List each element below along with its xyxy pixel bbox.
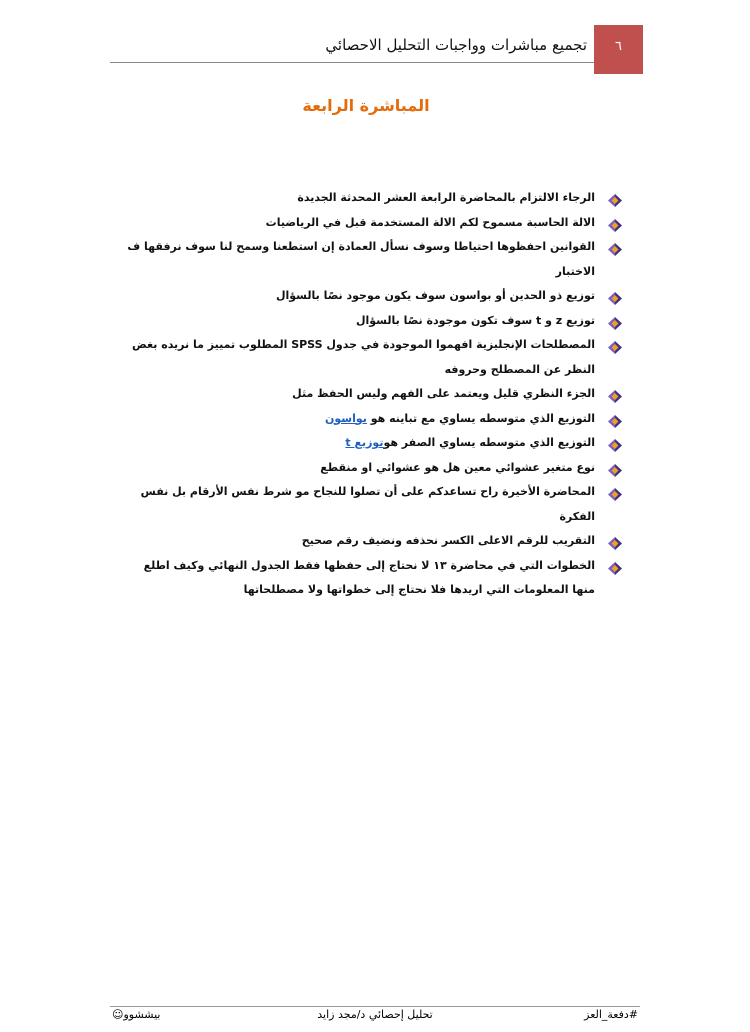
bullet-item [122, 529, 622, 554]
bullet-item [122, 211, 622, 236]
footer-divider [110, 1006, 640, 1007]
bullet-icon [608, 486, 622, 499]
bullet-item [122, 456, 622, 481]
bullet-item [122, 480, 622, 529]
bullet-item [122, 333, 622, 382]
bullet-text: توزيع z و t سوف تكون موجودة نصًا بالسؤال [355, 313, 595, 327]
bullet-icon [608, 437, 622, 450]
bullet-text: التقريب للرقم الاعلى الكسر نحذفه ونضيف رقم صحيح [301, 534, 595, 547]
bullet-text: الجزء النظري قليل ويعتمد على الفهم وليس الحفظ مثل [292, 387, 595, 400]
page-number: ٦ [615, 39, 622, 54]
bullet-item [122, 554, 622, 603]
bullet-text: نوع متغير عشوائي معين هل هو عشوائي او منقطع [320, 460, 595, 474]
bullet-text: الالة الحاسبة مسموح لكم الالة المستخدمة قبل في الرياضيات [265, 215, 595, 229]
bullet-link[interactable]: بواسون [325, 411, 367, 425]
header-divider [110, 62, 594, 63]
bullet-icon [608, 413, 622, 426]
bullet-text: القوانين احفظوها احتياطا وسوف نسأل العمادة إن استطعنا وسمح لنا سوف نرفقها ف الاختبار [127, 240, 595, 278]
bullet-icon [608, 192, 622, 205]
bullet-text: المحاضرة الأخيرة راح تساعدكم على أن تصلوا للنجاح مو شرط نفس الأرقام بل نفس الفكرة [140, 485, 595, 523]
bullet-icon [608, 315, 622, 328]
footer-signature: بيششوو☺ [112, 1008, 161, 1021]
header-title: تجميع مباشرات وواجبات التحليل الاحصائي [325, 36, 587, 54]
bullet-icon [608, 535, 622, 548]
bullet-icon [608, 290, 622, 303]
bullet-icon [608, 217, 622, 230]
bullet-icon [608, 241, 622, 254]
bullet-item [122, 235, 622, 284]
bullet-item [122, 186, 622, 211]
bullet-text: الرجاء الالتزام بالمحاضرة الرابعة العشر المحدثة الجديدة [297, 191, 595, 204]
footer-hashtag: #دفعة_العز [584, 1008, 638, 1021]
section-title: المباشرة الرابعة [302, 96, 430, 115]
bullet-item [122, 431, 622, 456]
bullet-icon [608, 462, 622, 475]
bullet-item [122, 382, 622, 407]
bullet-item [122, 284, 622, 309]
bullet-text: توزيع ذو الحدين أو بواسون سوف يكون موجود نصًا بالسؤال [275, 289, 595, 302]
bullet-item [122, 309, 622, 334]
page-number-box [594, 25, 643, 74]
bullet-text: الخطوات التي في محاضرة ١٣ لا نحتاج إلى حفظها فقط الجدول النهائي وكيف اطلع منها المعلومات التي اريدها فلا نحتاج إلى خطواتها ولا مصطلحاتها [143, 558, 595, 596]
bullet-link[interactable]: توزيع t [345, 436, 384, 449]
footer-course: تحليل إحصائي د/مجد زايد [317, 1008, 433, 1021]
bullet-text: التوزيع الذي متوسطه يساوي مع تباينه هو [366, 411, 595, 425]
bullet-icon [608, 560, 622, 573]
bullet-icon [608, 339, 622, 352]
bullet-text: المصطلحات الإنجليزية افهموا الموجودة في جدول SPSS المطلوب تمييز ما نريده بغض النظر عن المصطلح وحروفه [132, 338, 595, 376]
bullet-list [122, 186, 622, 603]
bullet-text: التوزيع الذي متوسطه يساوي الصفر هو [383, 436, 595, 449]
bullet-item [122, 407, 622, 432]
bullet-icon [608, 388, 622, 401]
